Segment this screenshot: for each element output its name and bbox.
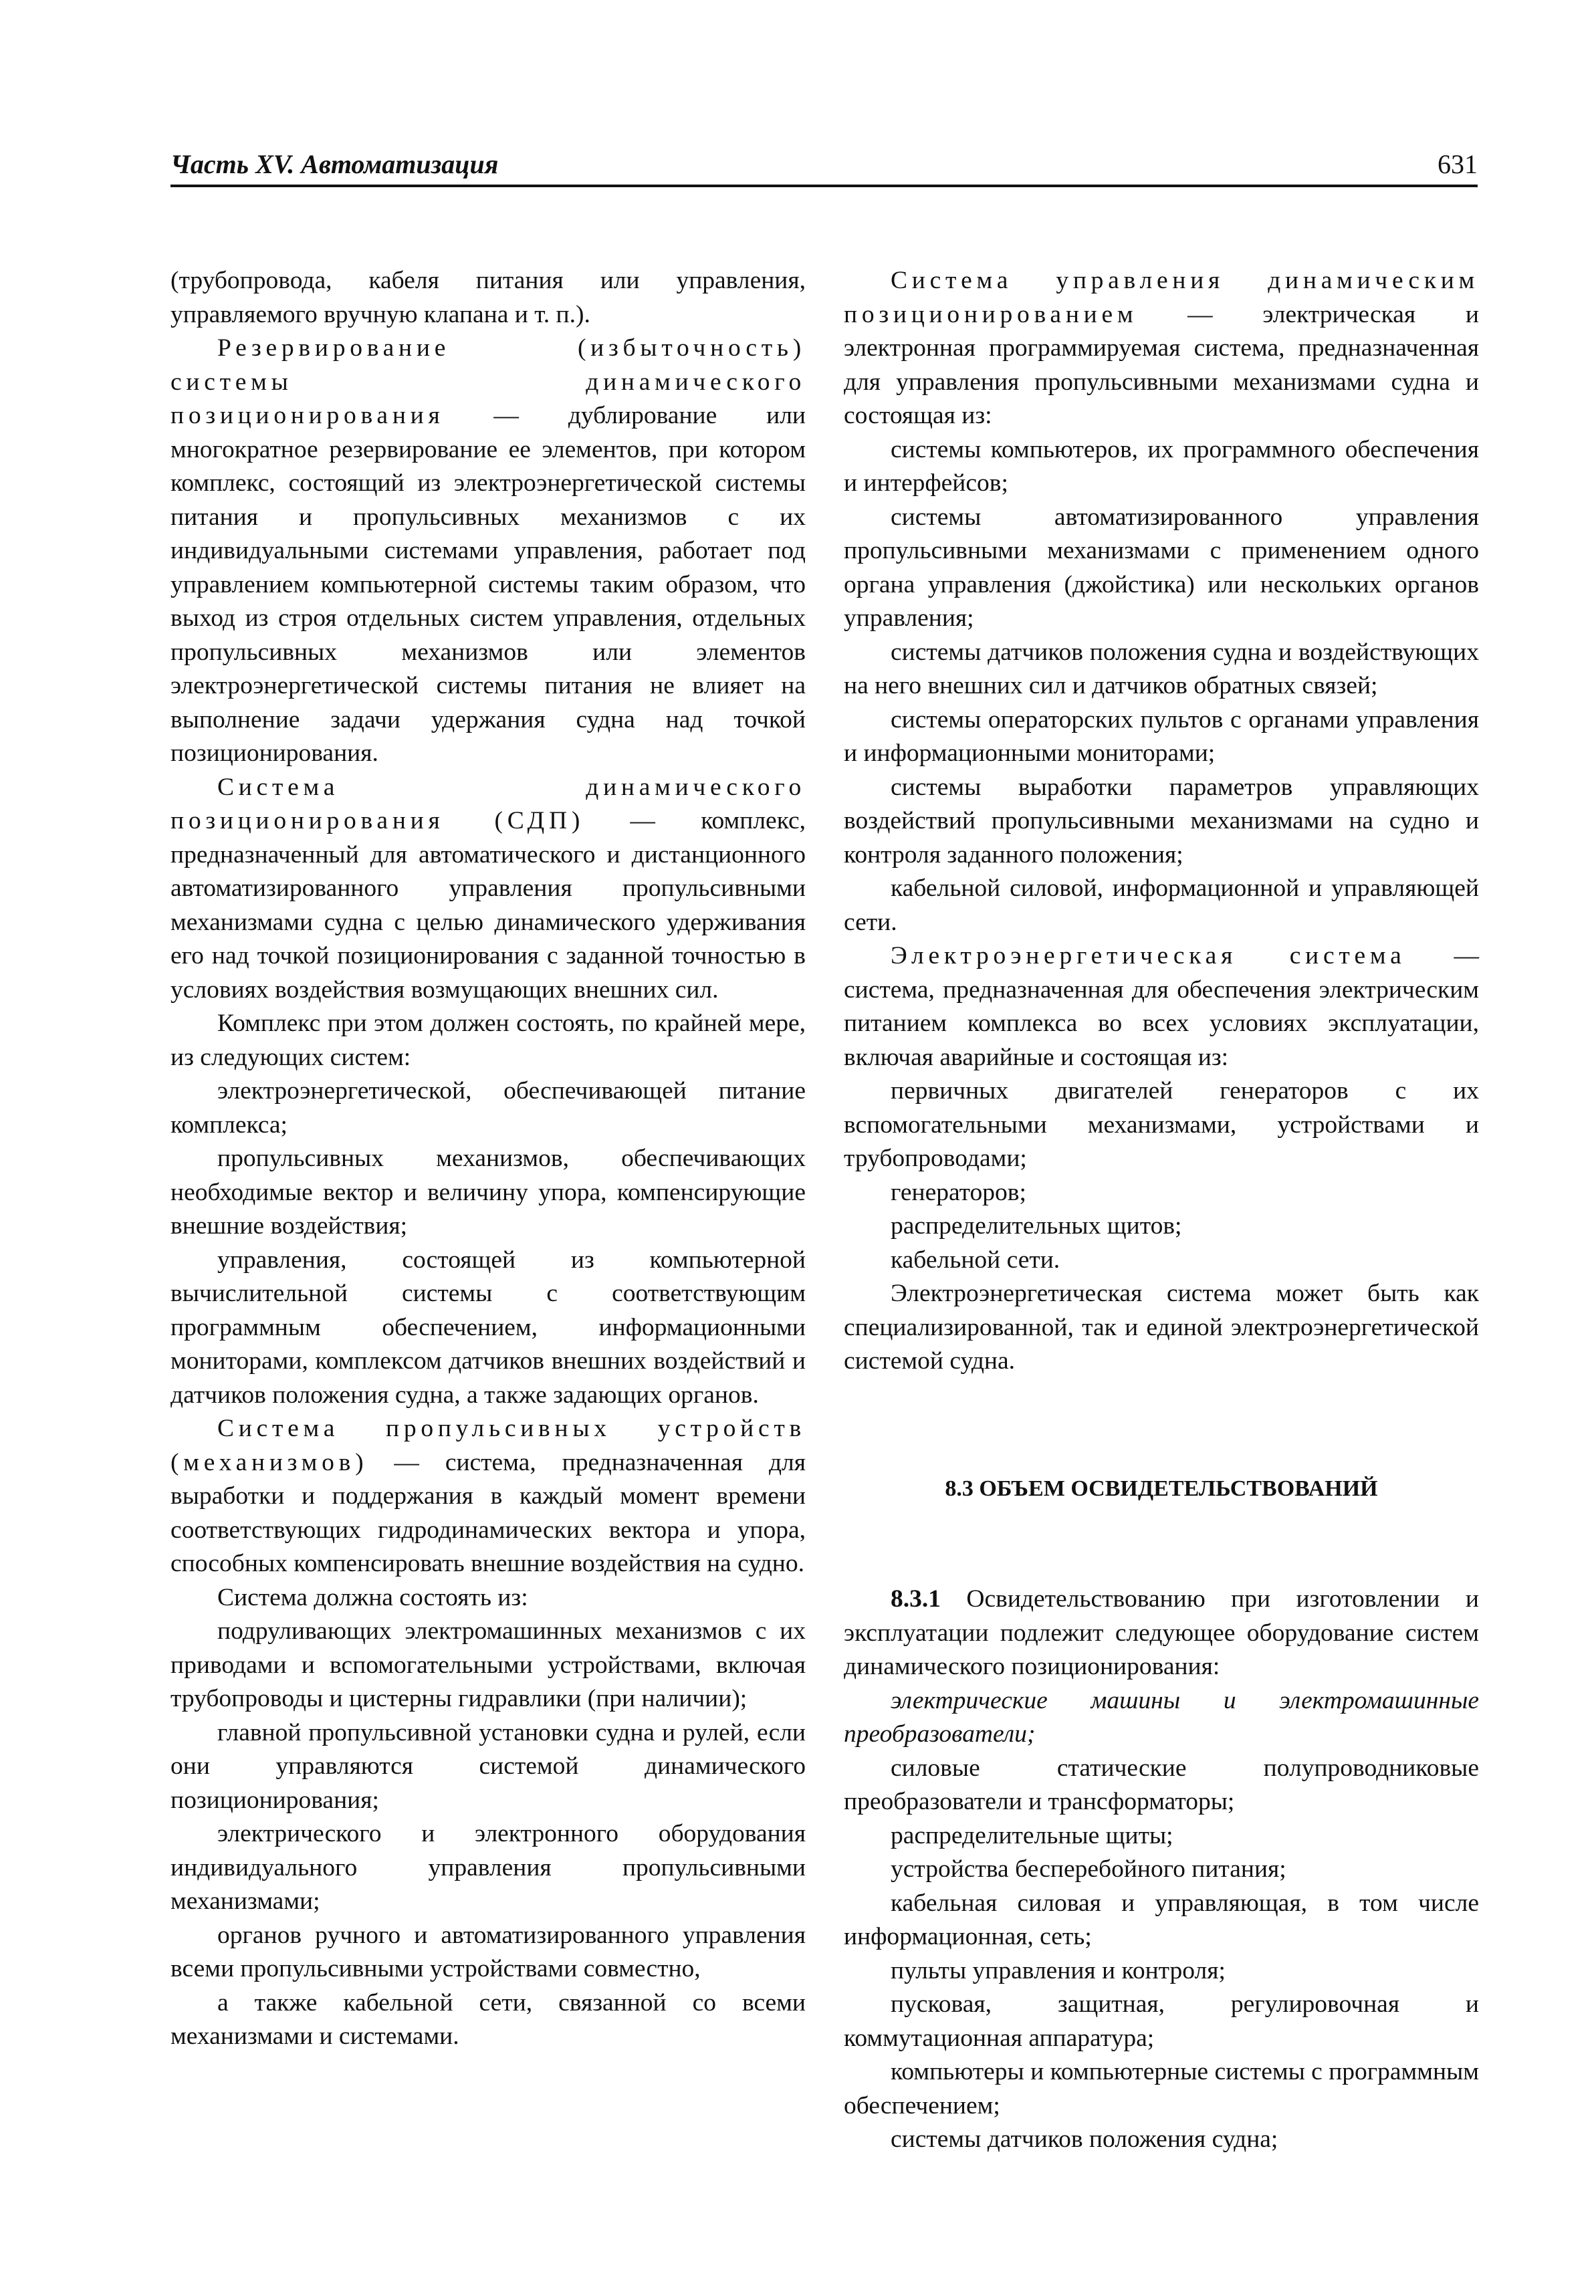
list-item: первичных двигателей генераторов с их вспомогательными механизмами, устройствами и трубопроводами;	[844, 1077, 1479, 1172]
paragraph: Комплекс при этом должен состоять, по крайней мере, из следующих систем:	[170, 1010, 806, 1071]
running-title: Часть XV. Автоматизация	[170, 149, 499, 179]
right-column	[844, 264, 1479, 2157]
paragraph: (трубопровода, кабеля питания или управления, управляемого вручную клапана и т. п.).	[170, 267, 806, 328]
definition-text: — система, предназначенная для выработки и поддержания в каждый момент времени соответствующих гидродинамических вектора и упора, способных компенсировать внешние воздействия на судно.	[170, 1448, 806, 1577]
list-item: силовые статические полупроводниковые преобразователи и трансформаторы;	[844, 1754, 1479, 1815]
term: Электроэнергетическая система	[891, 942, 1406, 969]
list-item: системы датчиков положения судна;	[891, 2126, 1278, 2153]
paragraph: Система должна состоять из:	[217, 1583, 528, 1611]
list-item: кабельная силовая и управляющая, в том числе информационная, сеть;	[844, 1889, 1479, 1950]
list-item: распределительные щиты;	[891, 1821, 1173, 1849]
term: Система динамического позиционирования (СДП)	[170, 773, 806, 834]
header-rule	[170, 185, 1478, 187]
clause-paragraph	[844, 1583, 1479, 1684]
list-item: электроэнергетической, обеспечивающей питание комплекса;	[170, 1077, 806, 1139]
clause-number: 8.3.1	[891, 1585, 941, 1613]
list-item: управления, состоящей из компьютерной вычислительной системы с соответствующим программным обеспечением, информационными мониторами, комплексом датчиков внешних воздействий и датчиков положения судна, а также задающих органов.	[170, 1246, 806, 1409]
list-item: распределительных щитов;	[891, 1212, 1182, 1240]
term: Система пропульсивных устройств (механизмов)	[170, 1415, 806, 1476]
definition-paragraph	[844, 939, 1479, 1074]
page-header	[170, 148, 1478, 187]
list-item: а также кабельной сети, связанной со всеми механизмами и системами.	[170, 1988, 806, 2050]
list-item: системы датчиков положения судна и воздействующих на него внешних сил и датчиков обратных связей;	[844, 638, 1479, 699]
paragraph: Электроэнергетическая система может быть как специализированной, так и единой электроэнергетической системой судна.	[844, 1280, 1479, 1375]
definition-text: — дублирование или многократное резервирование ее элементов, при котором комплекс, состоящий из электроэнергетической системы питания и пропульсивных механизмов с их индивидуальными системами управления, работает под управлением компьютерной системы таким образом, что выход из строя отдельных систем управления, отдельных пропульсивных механизмов или элементов электроэнергетической системы питания не влияет на выполнение задачи удержания судна над точкой позиционирования.	[170, 402, 806, 767]
list-item: кабельной силовой, информационной и управляющей сети.	[844, 875, 1479, 936]
list-item: электрические машины и электромашинные преобразователи;	[844, 1686, 1479, 1748]
list-item: электрического и электронного оборудования индивидуального управления пропульсивными механизмами;	[170, 1820, 806, 1915]
definition-text: — система, предназначенная для обеспечения электрическим питанием комплекса во всех условиях эксплуатации, включая аварийные и состоящая из:	[844, 942, 1480, 1071]
list-item: органов ручного и автоматизированного управления всеми пропульсивными устройствами совместно,	[170, 1921, 806, 1982]
list-item: системы выработки параметров управляющих воздействий пропульсивными механизмами на судно и контроля заданного положения;	[844, 773, 1479, 869]
list-item: кабельной сети.	[891, 1246, 1060, 1274]
definition-paragraph	[170, 771, 806, 1008]
list-item: компьютеры и компьютерные системы с программным обеспечением;	[844, 2058, 1479, 2119]
list-item: системы компьютеров, их программного обеспечения и интерфейсов;	[844, 435, 1479, 497]
definition-text: — комплекс, предназначенный для автоматического и дистанционного автоматизированного управления пропульсивными механизмами судна с целью динамического удерживания его над точкой позиционирования с заданной точностью в условиях воздействия возмущающих внешних сил.	[170, 807, 806, 1004]
list-item: устройства бесперебойного питания;	[891, 1855, 1286, 1883]
left-column	[170, 264, 806, 2054]
definition-paragraph	[844, 264, 1479, 433]
section-title: 8.3 ОБЪЕМ ОСВИДЕТЕЛЬСТВОВАНИЙ	[945, 1476, 1378, 1501]
list-item: генераторов;	[891, 1178, 1026, 1206]
term: Резервирование (избыточность) системы динамического позиционирования	[170, 334, 806, 429]
definition-paragraph	[170, 332, 806, 771]
term: Система управления динамическим позиционированием	[844, 267, 1479, 328]
list-item: подруливающих электромашинных механизмов с их приводами и вспомогательными устройствами, включая трубопроводы и цистерны гидравлики (при наличии);	[170, 1617, 806, 1712]
list-item: пульты управления и контроля;	[891, 1956, 1226, 1984]
definition-text: — электрическая и электронная программируемая система, предназначенная для управления пропульсивными механизмами судна и состоящая из:	[844, 300, 1479, 429]
definition-paragraph	[170, 1412, 806, 1581]
list-item: системы автоматизированного управления пропульсивными механизмами с применением одного органа управления (джойстика) или нескольких органов управления;	[844, 503, 1479, 632]
list-item: системы операторских пультов с органами управления и информационными мониторами;	[844, 705, 1479, 767]
list-item: пусковая, защитная, регулировочная и коммутационная аппаратура;	[844, 1990, 1479, 2052]
clause-text: Освидетельствованию при изготовлении и эксплуатации подлежит следующее оборудование систем динамического позиционирования:	[844, 1585, 1479, 1680]
list-item: главной пропульсивной установки судна и рулей, если они управляются системой динамического позиционирования;	[170, 1718, 806, 1814]
list-item: пропульсивных механизмов, обеспечивающих необходимые вектор и величину упора, компенсирующие внешние воздействия;	[170, 1145, 806, 1240]
page-number: 631	[1438, 149, 1478, 179]
